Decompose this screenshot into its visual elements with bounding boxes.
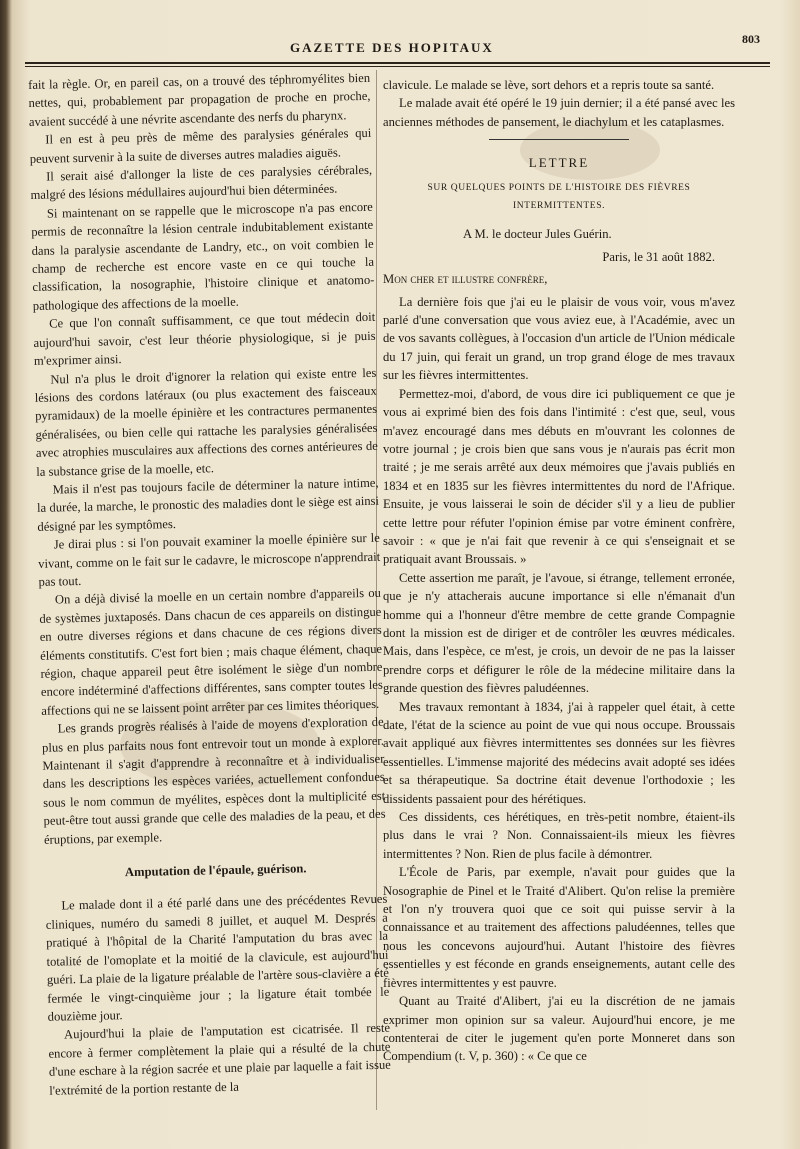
paragraph: Le malade dont il a été parlé dans une des précédentes Revues cliniques, numéro du samedi 8 juillet, et auquel M. Després a pratiqué à l'hôpital de la Charité l'amputation du bras avec la totalité de l'omoplate et la moitié de la clavicule, est aujourd'hui guéri. La plaie de la ligature préalable de l'artère sous-clavière a été fermée le vingt-cinquième jour ; la ligature était tombée le douzième jour.: [45, 892, 390, 1024]
page-header: [40, 30, 770, 62]
separator-rule: [489, 139, 629, 140]
letter-title: LETTRE: [528, 155, 590, 171]
paragraph: fait la règle. Or, en pareil cas, on a trouvé des téphromyélites bien nettes, qui, probablement par propagation de proche en proche, avaient succédé à une névrite ascendante des nerfs du pharynx.: [28, 70, 371, 129]
paragraph: Permettez-moi, d'abord, de vous dire ici publiquement ce que je vous ai exprimé bien des fois dans l'intimité : c'est que, seul, vous m'avez encouragé dans mes débuts en m'ouvrant les colonnes de votre journal ; je crois bien que sans vous je n'aurais pas écrit mon traité ; je me serais arrêté aux deux mémoires que j'avais publiés en 1834 et en 1835 sur les fièvres intermittentes du nord de l'Afrique. Ensuite, je vous laisserai le soin de décider s'il y a lieu de publier cette lettre pour réfuter l'opinion émise par votre éminent confrère, savoir : « que je n'ai fait que revenir à ce qui s'enseignait et se pratiquait avant Broussais. »: [383, 386, 735, 567]
letter-subtitle: SUR QUELQUES POINTS DE L'HISTOIRE DES FIÈVRES INTERMITTENTES.: [427, 182, 691, 212]
paragraph: Mais il n'est pas toujours facile de déterminer la nature intime, la durée, la marche, le pronostic des maladies dont le siège est ainsi désigné par les symptômes.: [36, 475, 380, 534]
paragraph: Aujourd'hui la plaie de l'amputation est cicatrisée. Il reste encore à fermer complètement la plaie qui a résulté de la chute d'une eschare à la région sacrée et une plaie par laquelle a fait issue l'extrémité de la portion restante de la: [48, 1020, 391, 1098]
paragraph: Mes travaux remontant à 1834, j'ai à rappeler quel était, à cette date, l'état de la science au point de vue qui nous occupe. Broussais avait appliqué aux fièvres intermittentes ses données sur les fièvres essentielles. L'immense majorité des médecins avait adopté ses idées et sa thérapeutique. Sa doctrine était devenue l'orthodoxie ; les dissidents passaient pour des hérétiques.: [383, 699, 735, 806]
paragraph: Le malade avait été opéré le 19 juin dernier; il a été pansé avec les anciennes méthodes de pansement, le diachylum et les cataplasmes.: [383, 96, 735, 129]
section-title: Amputation de l'épaule, guérison.: [124, 861, 307, 880]
paragraph: Quant au Traité d'Alibert, j'ai eu la discrétion de ne jamais exprimer mon opinion sur sa valeur. Aujourd'hui encore, je me contenterai de citer le jugement qu'en porte Monneret dans son Compendium (t. V, p. 360) : « Ce que ce: [383, 994, 735, 1064]
paragraph: On a déjà divisé la moelle en un certain nombre d'appareils ou de systèmes juxtaposés. Dans chacun de ces appareils on distingue en outre diverses régions et dans chacune de ces régions divers éléments constitutifs. C'est fort bien ; mais chaque élément, chaque région, chaque appareil peut être isolément le siège d'un nombre encore indéterminé d'affections différentes, sans compter toutes les affections qui ne se laissent point arrêter par ces limites théoriques.: [39, 586, 383, 718]
left-column: [28, 69, 391, 1100]
paragraph: Il en est à peu près de même des paralysies générales qui peuvent survenir à la suite de diverses autres maladies aiguës.: [29, 126, 372, 166]
paragraph: Je dirai plus : si l'on pouvait examiner la moelle épinière sur le vivant, comme on le fait sur le cadavre, le microscope n'apprendrait pas tout.: [38, 530, 381, 589]
paragraph: La dernière fois que j'ai eu le plaisir de vous voir, vous m'avez parlé d'une conversation que vous aviez eue, à l'Académie, avec un de vos savants collègues, à l'occasion d'un article de l'Union médicale du 17 juin, qui ferait un grand, un trop grand éloge de mes travaux sur les fièvres intermittentes.: [383, 294, 735, 383]
paragraph: Ces dissidents, ces hérétiques, en très-petit nombre, étaient-ils plus dans le vrai ? Non. Connaissaient-ils mieux les fièvres intermittentes ? Non. Rien de plus facile à démontrer.: [383, 810, 735, 861]
paragraph: Ce que l'on connaît suffisamment, ce que tout médecin doit aujourd'hui savoir, c'est leur théorie physiologique, si je puis m'exprimer ainsi.: [33, 310, 376, 369]
paragraph: Si maintenant on se rappelle que le microscope n'a pas encore permis de reconnaître la lésion centrale indubitablement existante dans la paralysie ascendante de Landry, etc., on voit combien le champ de recherche est encore vaste en ce qui touche la classification, la nosographie, l'histoire clinique et anatomo-pathologique des affections de la moelle.: [31, 199, 375, 313]
paragraph: Cette assertion me paraît, je l'avoue, si étrange, tellement erronée, que je n'y attacherais aucune importance si elle n'émanait d'un homme qui a l'honneur d'être membre de cette grande Compagnie dont la mission est de diriger et de contrôler les œuvres médicales. Mais, dans l'espèce, ce m'est, je crois, un devoir de ne pas la laisser prendre corps et défigurer le rôle de la médecine militaire dans la grande question des fièvres paludéennes.: [383, 570, 735, 696]
right-column: [383, 76, 735, 1066]
letter-salutation: Mon cher et illustre confrère,: [383, 272, 548, 287]
paragraph: L'École de Paris, par exemple, n'avait pour guides que la Nosographie de Pinel et le Traité d'Alibert. Qu'on relise la première et l'on n'y trouvera quoi que ce soit qui puisse servir à la connaissance et au traitement des affections paludéennes, telles que nous les concevons aujourd'hui. Autant l'histoire des fièvres essentielles y est féconde en grands enseignements, autant celle des fièvres intermittentes y est pauvre.: [383, 865, 735, 990]
page-number: 803: [742, 32, 760, 46]
paragraph: Les grands progrès réalisés à l'aide de moyens d'exploration de plus en plus parfaits nous font entrevoir tout un monde à explorer. Maintenant il s'agit d'apprendre à reconnaître et à individualiser dans les descriptions les espèces variées, actuellement confondues sous le nom commun de myélites, espèces dont la multiplicité est peut-être tout aussi grande que celle des maladies de la peau, et des éruptions, par exemple.: [41, 714, 386, 847]
paragraph: clavicule. Le malade se lève, sort dehors et a repris toute sa santé.: [383, 78, 715, 92]
letter-date: Paris, le 31 août 1882.: [602, 249, 715, 264]
newspaper-title: GAZETTE DES HOPITAUX: [290, 40, 494, 55]
paragraph: Il serait aisé d'allonger la liste de ces paralysies cérébrales, malgré des lésions médullaires aujourd'hui bien déterminées.: [30, 162, 373, 203]
paragraph: Nul n'a plus le droit d'ignorer la relation qui existe entre les lésions des cordons latéraux (ou plus exactement des faisceaux pyramidaux) de la moelle épinière et les contractures permanentes généralisées, ou bien celle qui rattache les paralysies généralisées avec atrophies musculaires aux affections des cornes antérieures de la substance grise de la moelle, etc.: [34, 365, 378, 479]
header-rule: [25, 62, 770, 67]
letter-addressee: A M. le docteur Jules Guérin.: [463, 227, 612, 242]
